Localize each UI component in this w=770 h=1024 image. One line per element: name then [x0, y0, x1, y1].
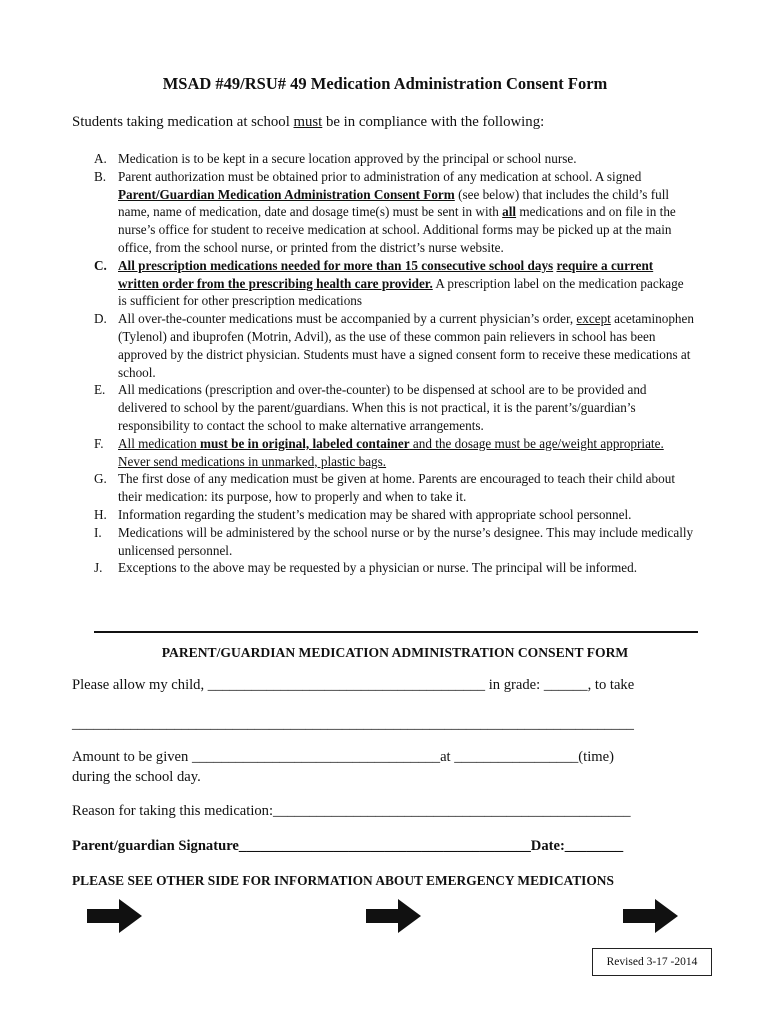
- list-item: J. Exceptions to the above may be requested by a physician or nurse. The principal will be informed.: [94, 560, 638, 576]
- list-item: E. All medications (prescription and over-the-counter) to be dispensed at school are to be provided and delivered to school by the parent/guardians. When this is not practical, it is the parent’s/guardian’s responsibility to contact the school to make alternative arrangements.: [94, 382, 647, 433]
- section-divider: [94, 631, 698, 633]
- list-item: B. Parent authorization must be obtained prior to administration of any medication at school. A signed Parent/Guardian Medication Administration Consent Form (see below) that includes the child’s full name, name of medication, date and dosage time(s) must be sent in with all medications and on file in the nurse’s office for student to receive medication at school. Additional forms may be picked up at the main office, from the school nurse, or printed from the district’s nurse website.: [94, 168, 676, 255]
- arrow-right-icon: [87, 898, 143, 934]
- intro-text: Students taking medication at school must be in compliance with the following:: [72, 114, 545, 130]
- medication-name-field[interactable]: _____________________________________________________________________________: [72, 716, 634, 732]
- list-item: D. All over-the-counter medications must be accompanied by a current physician’s order, except acetaminophen (Tylenol) and ibuprofen (Motrin, Advil), as the use of these common pain relievers in school has been approved by the district physician. Students must have a signed consent form to receive these medications at school.: [94, 311, 694, 380]
- amount-time-field[interactable]: Amount to be given __________________________________at _________________(time): [72, 749, 614, 765]
- list-item: I. Medications will be administered by the school nurse or by the nurse’s designee. This may include medically unlicensed personnel.: [94, 524, 694, 558]
- see-other-side-note: PLEASE SEE OTHER SIDE FOR INFORMATION ABOUT EMERGENCY MEDICATIONS: [72, 873, 614, 888]
- list-item: H. Information regarding the student’s medication may be shared with appropriate school personnel.: [94, 506, 632, 522]
- revision-date-box: Revised 3-17 -2014: [592, 948, 712, 976]
- signature-date-field[interactable]: Parent/guardian Signature________________________________________Date:________: [72, 838, 624, 854]
- allow-child-field[interactable]: Please allow my child, ______________________________________ in grade: ______, to take: [72, 677, 635, 693]
- list-item: G. The first dose of any medication must be given at home. Parents are encouraged to teach their child about their medication: its purpose, how to properly and when to take it.: [94, 471, 675, 505]
- reason-field[interactable]: Reason for taking this medication:_________________________________________________: [72, 803, 631, 819]
- consent-form-heading: PARENT/GUARDIAN MEDICATION ADMINISTRATION CONSENT FORM: [161, 645, 629, 660]
- form-title: MSAD #49/RSU# 49 Medication Administration Consent Form: [162, 74, 608, 93]
- list-item: C. All prescription medications needed for more than 15 consecutive school days require a current written order from the prescribing health care provider. A prescription label on the medication package is sufficient for other prescription medications: [94, 257, 684, 309]
- arrow-right-icon: [366, 898, 422, 934]
- arrow-right-icon: [623, 898, 679, 934]
- during-school-day-text: during the school day.: [72, 769, 201, 785]
- list-item: F. All medication must be in original, labeled container and the dosage must be age/weight appropriate. Never send medications in unmarked, plastic bags.: [94, 435, 664, 469]
- requirements-list: [94, 150, 694, 577]
- list-item: A. Medication is to be kept in a secure location approved by the principal or school nurse.: [94, 151, 577, 166]
